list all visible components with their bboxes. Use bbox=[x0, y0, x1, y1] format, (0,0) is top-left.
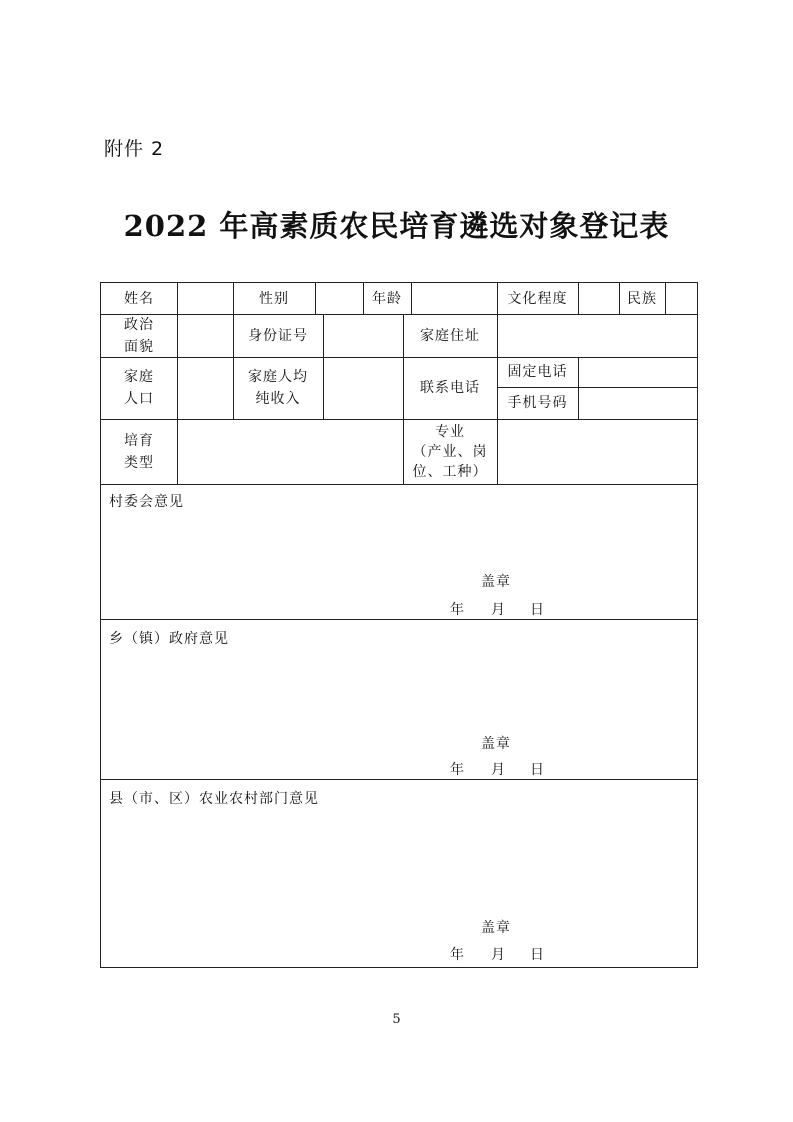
village-committee-opinion[interactable] bbox=[101, 485, 697, 619]
label-ethnicity: 民族 bbox=[627, 290, 657, 307]
field-address[interactable] bbox=[497, 314, 697, 357]
date-year: 年 bbox=[450, 602, 464, 618]
opinion-title: 县（市、区）农业农村部门意见 bbox=[109, 791, 319, 807]
county-agriculture-department-opinion[interactable] bbox=[101, 780, 697, 966]
field-household-size[interactable] bbox=[177, 357, 233, 419]
stamp-label: 盖章 bbox=[481, 920, 511, 936]
date-year: 年 bbox=[450, 947, 464, 963]
field-name[interactable] bbox=[177, 283, 233, 314]
label-specialty: 专业 （产业、岗 位、工种） bbox=[412, 423, 488, 480]
field-specialty[interactable] bbox=[497, 419, 697, 484]
registration-form bbox=[100, 282, 698, 968]
opinion-title: 乡（镇）政府意见 bbox=[109, 631, 229, 647]
date-day: 日 bbox=[530, 602, 544, 618]
field-id-number[interactable] bbox=[323, 314, 403, 357]
field-education[interactable] bbox=[578, 283, 619, 314]
label-id-number: 身份证号 bbox=[248, 327, 308, 344]
label-contact-phone: 联系电话 bbox=[420, 380, 480, 396]
date-day: 日 bbox=[530, 762, 544, 778]
label-address: 家庭住址 bbox=[420, 327, 480, 344]
label-training-type: 培育 类型 bbox=[124, 432, 154, 471]
date-year: 年 bbox=[450, 762, 464, 778]
attachment-label: 附件 2 bbox=[104, 138, 165, 160]
label-household-size: 家庭 人口 bbox=[124, 369, 154, 407]
field-landline[interactable] bbox=[578, 357, 697, 387]
field-age[interactable] bbox=[411, 283, 497, 314]
field-gender[interactable] bbox=[315, 283, 363, 314]
page-title: 2022 年高素质农民培育遴选对象登记表 bbox=[123, 209, 670, 243]
field-ethnicity[interactable] bbox=[665, 283, 697, 314]
date-month: 月 bbox=[491, 762, 505, 778]
label-age: 年龄 bbox=[372, 290, 402, 307]
field-per-capita-income[interactable] bbox=[323, 357, 403, 419]
opinion-title: 村委会意见 bbox=[109, 494, 184, 510]
label-mobile: 手机号码 bbox=[507, 395, 568, 411]
stamp-label: 盖章 bbox=[481, 574, 511, 590]
date-month: 月 bbox=[491, 947, 505, 963]
township-government-opinion[interactable] bbox=[101, 620, 697, 779]
label-name: 姓名 bbox=[124, 290, 154, 307]
label-landline: 固定电话 bbox=[507, 364, 568, 380]
date-day: 日 bbox=[530, 947, 544, 963]
page-number: 5 bbox=[392, 1012, 401, 1027]
label-per-capita-income: 家庭人均 纯收入 bbox=[248, 369, 308, 407]
label-political-status: 政治 面貌 bbox=[124, 316, 154, 355]
date-month: 月 bbox=[491, 602, 505, 618]
label-gender: 性别 bbox=[259, 290, 289, 307]
label-education: 文化程度 bbox=[507, 290, 568, 307]
stamp-label: 盖章 bbox=[481, 736, 511, 752]
field-political-status[interactable] bbox=[177, 314, 233, 357]
field-training-type[interactable] bbox=[177, 419, 403, 484]
field-mobile[interactable] bbox=[578, 387, 697, 419]
